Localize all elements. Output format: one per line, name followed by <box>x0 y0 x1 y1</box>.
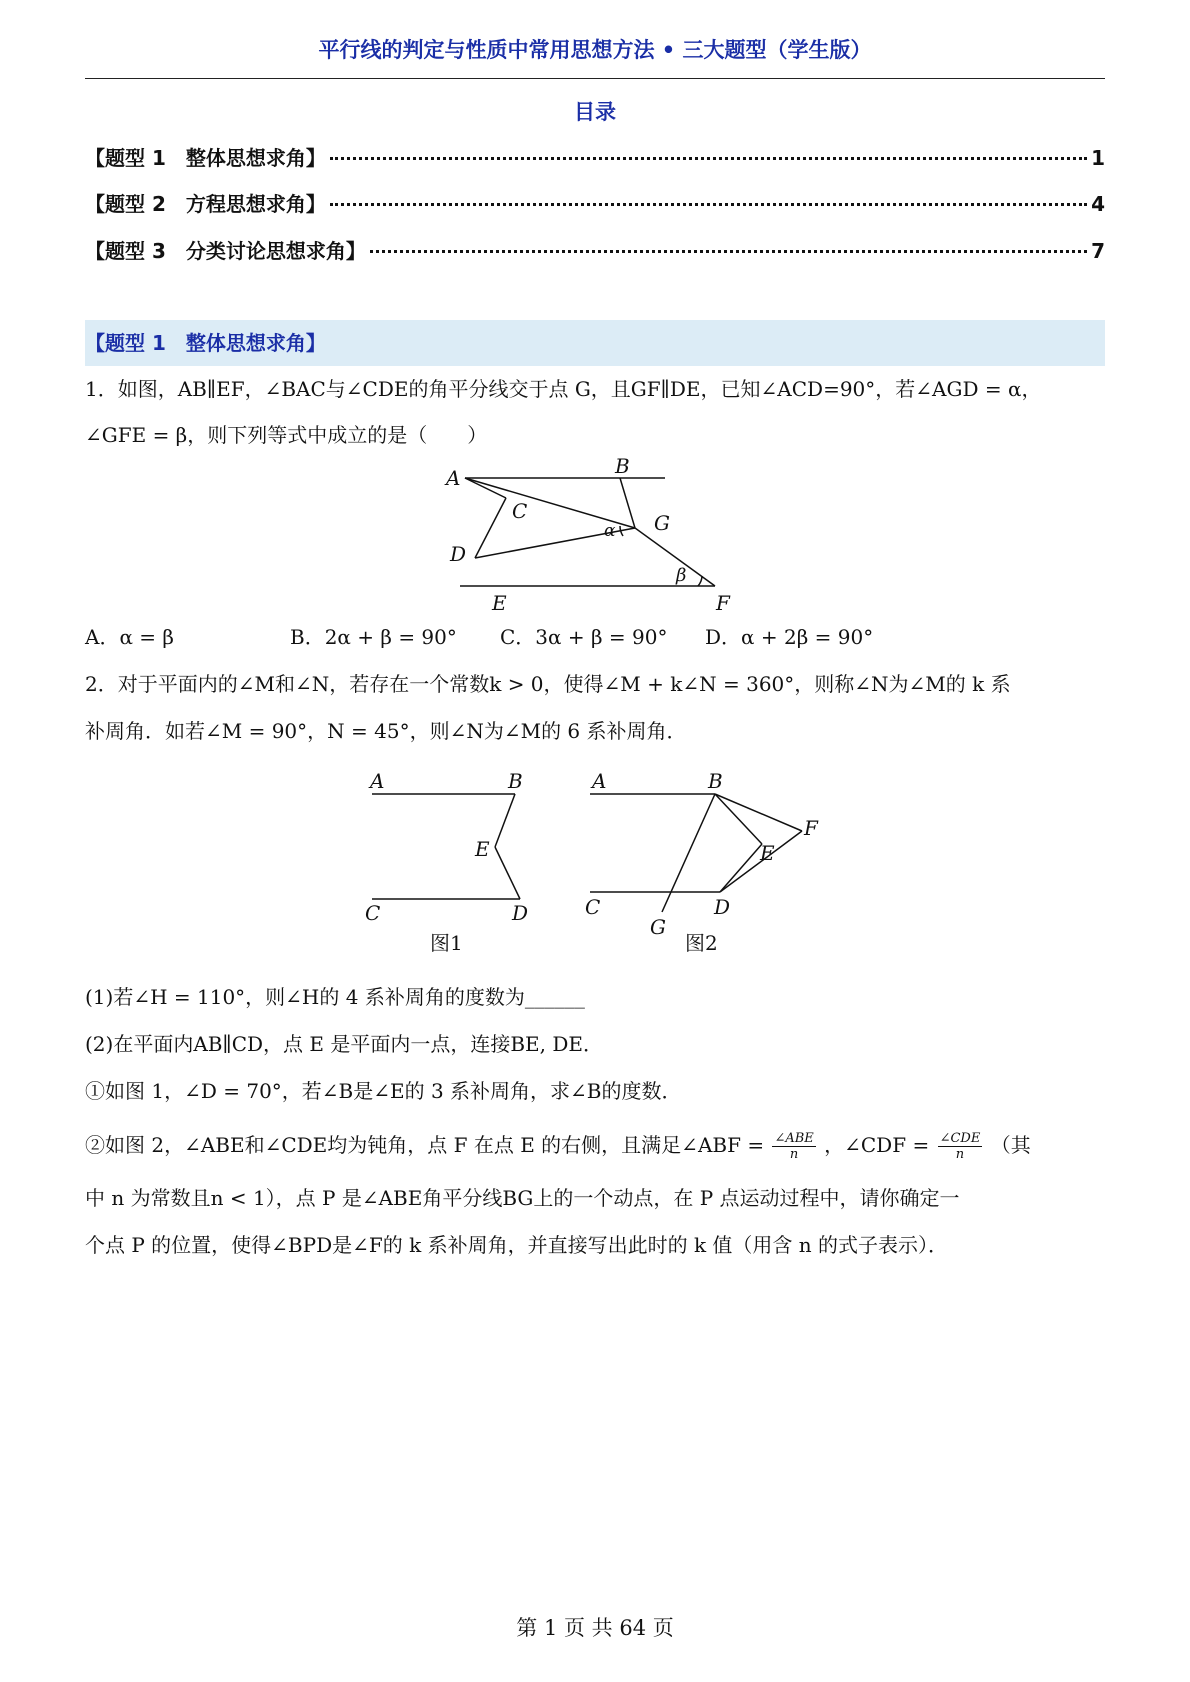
q1-label-beta: β <box>676 565 687 586</box>
fraction-denominator: n <box>955 1147 965 1162</box>
toc-item-2[interactable] <box>85 188 1105 218</box>
toc-item-label: 【题型 1 整体思想求角】 <box>85 146 326 170</box>
q2-figure-2 <box>580 762 840 962</box>
page-footer: 第 1 页 共 64 页 <box>516 1616 674 1640</box>
q1-figure <box>440 458 740 618</box>
toc-item-1[interactable] <box>85 142 1105 172</box>
q2-part2: (2)在平面内AB∥CD，点 E 是平面内一点，连接BE, DE． <box>85 1032 604 1056</box>
q1-label-E: E <box>492 591 507 615</box>
q2-text-line1: 2．对于平面内的∠M和∠N，若存在一个常数k > 0，使得∠M + k∠N = 360°，则称∠N为∠M的 k 系 <box>85 672 1011 696</box>
fraction-cde-over-n <box>938 1131 983 1162</box>
q1-label-D: D <box>450 542 467 566</box>
toc-item-page: 4 <box>1091 192 1105 216</box>
q2-part2b-line1 <box>85 1130 1105 1162</box>
q2-fig2-label-B: B <box>708 769 723 793</box>
q1-choice-a[interactable]: A．α = β <box>85 625 174 649</box>
q2-part2b-text-mid: ，∠CDF = <box>824 1133 930 1157</box>
header-divider <box>85 78 1105 79</box>
q2-fig2-label-G: G <box>650 915 666 939</box>
q2-fig2-label-A: A <box>592 769 607 793</box>
q1-choice-c[interactable]: C．3α + β = 90° <box>500 625 668 649</box>
q2-fig1-label-C: C <box>365 901 381 925</box>
q2-part2a: ①如图 1，∠D = 70°，若∠B是∠E的 3 系补周角，求∠B的度数． <box>85 1079 682 1103</box>
toc-leader-dots <box>330 203 1087 206</box>
fraction-denominator: n <box>789 1147 799 1162</box>
fraction-abe-over-n <box>772 1131 815 1162</box>
document-header-title: 平行线的判定与性质中常用思想方法 • 三大题型（学生版） <box>318 38 872 62</box>
q1-label-B: B <box>615 458 630 478</box>
q1-label-G: G <box>654 511 670 535</box>
q1-label-C: C <box>512 499 528 523</box>
toc-item-label: 【题型 2 方程思想求角】 <box>85 192 326 216</box>
fraction-numerator: ∠CDE <box>939 1131 981 1146</box>
toc-leader-dots <box>370 250 1087 253</box>
q1-label-alpha: α <box>604 521 616 541</box>
q2-fig1-caption: 图1 <box>430 931 463 955</box>
q2-fig1-label-E: E <box>475 837 490 861</box>
toc-item-page: 7 <box>1091 239 1105 263</box>
toc-item-label: 【题型 3 分类讨论思想求角】 <box>85 239 366 263</box>
q2-part2b-line2: 中 n 为常数且n < 1），点 P 是∠ABE角平分线BG上的一个动点，在 P 点运动过程中，请你确定一 <box>85 1186 960 1210</box>
toc-title: 目录 <box>574 100 616 124</box>
q2-fig1-label-D: D <box>512 901 529 925</box>
toc-item-page: 1 <box>1091 146 1105 170</box>
toc-item-3[interactable] <box>85 235 1105 265</box>
fraction-numerator: ∠ABE <box>774 1131 814 1146</box>
q2-fig2-label-D: D <box>714 895 731 919</box>
q2-part2b-text-pre: ②如图 2，∠ABE和∠CDE均为钝角，点 F 在点 E 的右侧，且满足∠ABF = <box>85 1133 765 1157</box>
q2-fig2-caption: 图2 <box>685 931 718 955</box>
q1-label-F: F <box>716 591 730 615</box>
q1-label-A: A <box>446 466 461 490</box>
q2-figure-1 <box>360 762 560 962</box>
q1-choice-b[interactable]: B．2α + β = 90° <box>290 625 457 649</box>
q2-fig1-label-A: A <box>370 769 385 793</box>
q2-fig2-label-E: E <box>760 841 775 865</box>
toc-leader-dots <box>330 157 1087 160</box>
q2-fig2-label-C: C <box>585 895 601 919</box>
q2-text-line2: 补周角．如若∠M = 90°，N = 45°，则∠N为∠M的 6 系补周角． <box>85 719 687 743</box>
q2-part1: (1)若∠H = 110°，则∠H的 4 系补周角的度数为______ <box>85 985 585 1009</box>
q1-text-line1: 1．如图，AB∥EF，∠BAC与∠CDE的角平分线交于点 G，且GF∥DE，已知∠ACD=90°，若∠AGD = α， <box>85 377 1042 401</box>
section-heading-1: 【题型 1 整体思想求角】 <box>85 320 1105 366</box>
q2-part2b-text-post: （其 <box>990 1133 1031 1157</box>
q2-part2b-line3: 个点 P 的位置，使得∠BPD是∠F的 k 系补周角，并直接写出此时的 k 值（用含 n 的式子表示）． <box>85 1233 949 1257</box>
q2-fig2-label-F: F <box>804 816 818 840</box>
q1-choice-d[interactable]: D．α + 2β = 90° <box>705 625 874 649</box>
q2-fig1-label-B: B <box>508 769 523 793</box>
q1-text-line2: ∠GFE = β，则下列等式中成立的是（ ） <box>85 423 488 447</box>
